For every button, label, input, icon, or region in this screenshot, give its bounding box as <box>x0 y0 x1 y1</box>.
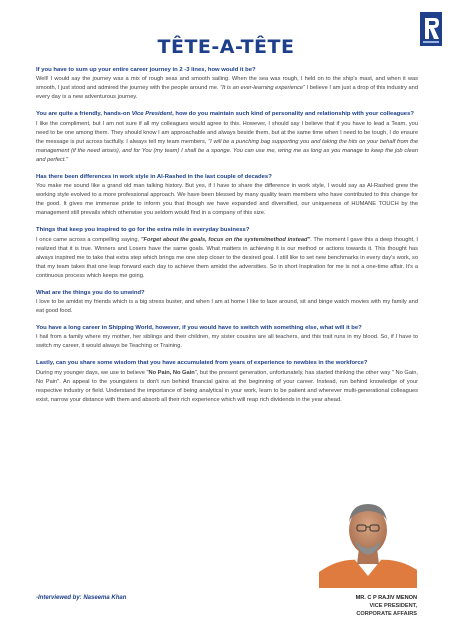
answer <box>36 369 418 405</box>
answer-fragment: I love to be amidst my friends which is a big stress buster, and when I am at home I like to laze around, sit and binge watch movies with my family and eat good food. <box>36 299 418 315</box>
answer <box>36 333 418 351</box>
answer-fragment: ", but the present generation, unfortunately, has started thinking the other way " No Gain, No Pain". An appeal to the youngsters is don't run behind financial gains at the beginning of your career. Instead, run behind knowledge of your respective industry or field. Understand the importance of being analytical in your work, learn to be patient and wherever multi-generational colleagues exist, narrow your distance with them and absorb all their rich experience which will reap rich dividends in the year ahead. <box>36 369 418 403</box>
question: What are the things you do to unwind? <box>36 289 145 296</box>
interviewer-credit: -Interviewed by: Naseema Khan <box>36 595 127 601</box>
question: Has there been differences in work style in Al-Rashed in the last couple of decades? <box>36 173 272 180</box>
answer <box>36 236 418 281</box>
answer-fragment: I once came across a compelling saying, <box>36 236 141 243</box>
qa-block <box>36 289 418 316</box>
answer <box>36 298 418 316</box>
interviewee-title-line1: VICE PRESIDENT, <box>369 603 417 609</box>
interviewee-title-line2: CORPORATE AFFAIRS <box>356 611 417 617</box>
answer-fragment: "It is an ever-learning experience" <box>220 85 306 92</box>
qa-block <box>36 173 418 218</box>
answer-fragment: "I will be a punching bag supporting you and taking the hits on your behalf from the management (if the need arises), and for You (my team) I shall be a sponge. You can use me, wring me as long as you manage to keep the job clean and perfect." <box>36 138 418 163</box>
answer-fragment: Well! I would say the journey was a mix of rough seas and smooth sailing. When the sea was rough, I held on to the ship's mast, and when it was smooth, I just stood and admired the journey with the people around me. <box>36 76 418 92</box>
question-fragment: Vice President <box>131 111 173 118</box>
answer <box>36 182 418 218</box>
answer <box>36 120 418 165</box>
answer-fragment: . The moment I gave this a deep thought, I realized that it is true. Winners and Losers have the same goals. What matters in achieving it is our method or actions towards it. This thought has always inspired me to take that extra step which brings me one step closer to the desired goal. I still like to set new benchmarks in every day's work, so that my team takes that one leap forward each day to achieve them amidst the adversities. So in short Inspiration for me is not a one-time affair. It's a continuous process which keeps me going. <box>36 236 418 279</box>
interview-body <box>36 66 418 413</box>
portrait-photo <box>319 494 417 588</box>
answer-fragment: "Forget about the goals, focus on the system/method instead" <box>140 236 311 243</box>
question: You have a long career in Shipping World, however, if you would have to switch with something else, what will it be? <box>36 325 362 332</box>
qa-block <box>36 359 418 404</box>
question: Things that keep you inspired to go for the extra mile in everyday business? <box>36 227 250 234</box>
question: If you have to sum up your entire career journey in 2 -3 lines, how would it be? <box>36 67 256 73</box>
page-title: TÊTE-A-TÊTE <box>157 36 295 58</box>
question-fragment: You are quite a friendly, hands-on <box>36 111 132 118</box>
answer <box>36 75 418 102</box>
qa-block <box>36 110 418 164</box>
interviewee-name: MR. C P RAJIV MENON <box>355 595 417 601</box>
answer-fragment: No Pain, No Gain <box>148 369 195 376</box>
answer-fragment: You make me sound like a grand old man talking history. But yes, if I have to share the difference in work style, I would say as Al-Rashed grew the working style evolved to a more professional approach. We have been blessed by many quality team members who have contributed to this change for the good. It gives me immense pride to inform you that though we have expanded and diversified, our uniqueness of HUMANE TOUCH by the management still prevails which otherwise you seldom would find in a company of this size. <box>36 183 418 217</box>
qa-block <box>36 226 418 280</box>
answer-fragment: I hail from a family where my mother, her siblings and their children, my sister cousins are all teachers, and this trait runs in my blood. So, if I have to switch my career, it would always be Teaching or Training. <box>36 334 418 350</box>
qa-block <box>36 66 418 102</box>
answer-fragment: I believe I am just a drop of this industry and every day is a new adventurous journey. <box>36 85 418 101</box>
qa-block <box>36 324 418 351</box>
question: Lastly, can you share some wisdom that you have accumulated from years of experience to newbies in the workforce? <box>36 360 368 367</box>
question-fragment: , how do you maintain such kind of personality and relationship with your colleagues? <box>172 111 414 118</box>
interviewee-caption <box>290 594 417 618</box>
answer-fragment: During my younger days, we use to believe " <box>36 369 149 376</box>
question <box>36 110 418 118</box>
answer-fragment: I like the compliment, but I am not sure if all my colleagues would agree to this. However, I should say I believe that if you have to lead a Team, you need to be one among them. They should know I am approachable and always beside them, but at the same time when I need to be tough, I do ensure the message is put across tactfully. I always tell my team members, <box>36 120 418 145</box>
